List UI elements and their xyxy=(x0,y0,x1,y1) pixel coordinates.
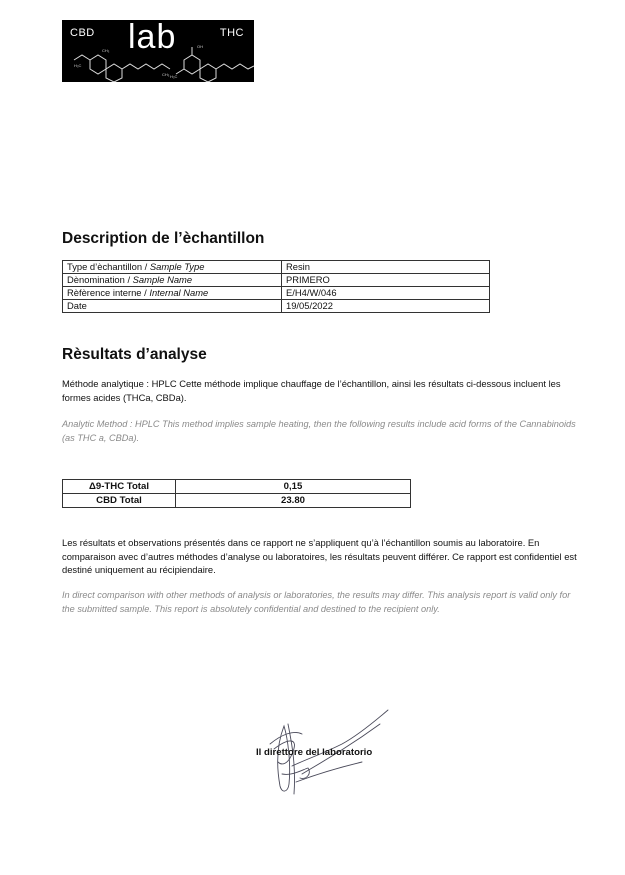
result-label: CBD Total xyxy=(63,494,176,508)
disclaimer-text-en: In direct comparison with other methods of analysis or laboratories, the results may differ. This analysis report is valid only for the submitted sample. This report is absolutely confidential and destined to the recipient only. xyxy=(62,590,571,614)
table-row xyxy=(63,287,490,300)
results-table xyxy=(62,479,411,508)
row-label: Date xyxy=(63,300,282,313)
signature-label: Il direttore del laboratorio xyxy=(256,747,373,758)
logo-cbd-text: CBD xyxy=(70,27,95,39)
disclaimer-text-fr: Les résultats et observations présentés dans ce rapport ne s’appliquent qu’à l’échantillon soumis au laboratoire. En comparaison avec d’autres méthodes d’analyse ou laboratoires, les résultats peuvent différer. Ce rapport est confidentiel est destiné uniquement au récipiendaire. xyxy=(62,537,577,575)
result-label: Δ9-THC Total xyxy=(63,480,176,494)
logo-thc-text: THC xyxy=(219,27,244,39)
result-value: 23.80 xyxy=(176,494,411,508)
table-row xyxy=(63,261,490,274)
row-value: Resin xyxy=(282,261,490,274)
molecule-label: H₃C xyxy=(170,74,178,79)
table-row xyxy=(63,480,411,494)
molecule-label: OH xyxy=(197,44,203,49)
row-value: E/H4/W/046 xyxy=(282,287,490,300)
table-row xyxy=(63,274,490,287)
result-value: 0,15 xyxy=(176,480,411,494)
table-row xyxy=(63,300,490,313)
method-text-fr: Méthode analytique : HPLC Cette méthode implique chauffage de l’échantillon, ainsi les résultats ci-dessous incluent les formes acides (THCa, CBDa). xyxy=(62,378,561,403)
row-value: PRIMERO xyxy=(282,274,490,287)
sample-info-table xyxy=(62,260,490,313)
molecule-label: CH₃ xyxy=(162,72,170,77)
lab-logo xyxy=(62,20,254,82)
row-label: Dènomination / Sample Name xyxy=(63,274,282,287)
logo-lab-text: lab xyxy=(128,20,177,56)
description-heading: Description de l’èchantillon xyxy=(62,230,265,247)
table-row xyxy=(63,494,411,508)
row-value: 19/05/2022 xyxy=(282,300,490,313)
results-heading: Rèsultats d’analyse xyxy=(62,346,207,363)
molecule-label: H₃C xyxy=(74,63,82,68)
molecule-label: CH₃ xyxy=(102,48,110,53)
row-label: Rèfèrence interne / Internal Name xyxy=(63,287,282,300)
row-label: Type d’èchantillon / Sample Type xyxy=(63,261,282,274)
method-text-en: Analytic Method : HPLC This method implies sample heating, then the following results include acid forms of the Cannabinoids (as THC a, CBDa). xyxy=(62,419,576,443)
